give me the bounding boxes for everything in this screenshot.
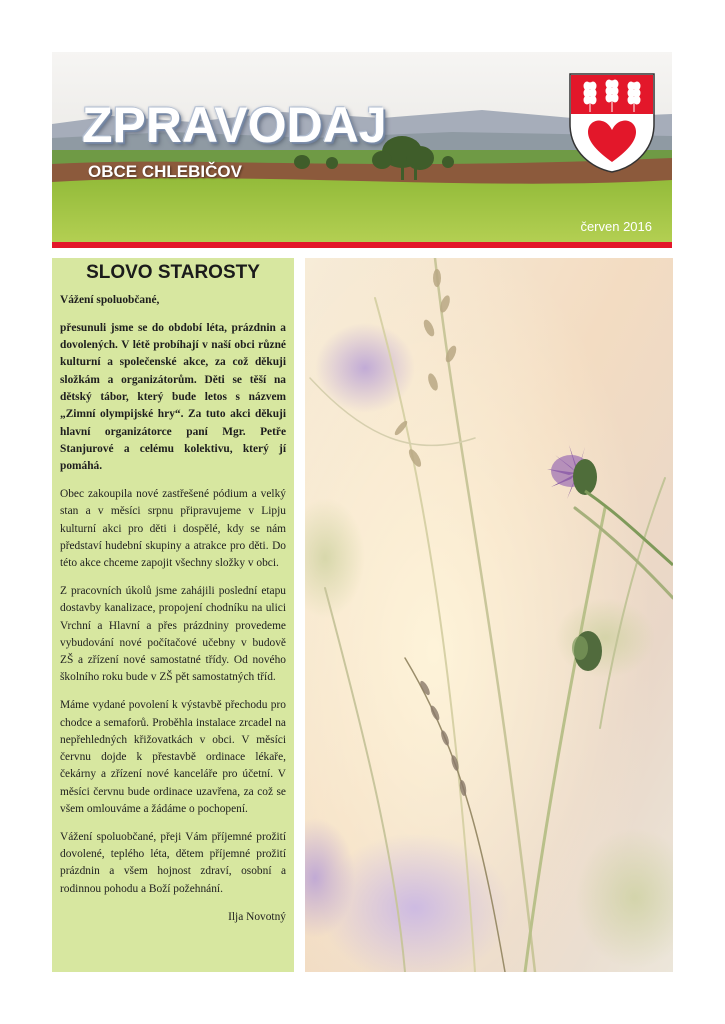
coat-of-arms-icon <box>568 72 656 174</box>
intro-paragraph: přesunuli jsme se do období léta, prázdnin a dovolených. V létě probíhají v naší obci různé kulturní a společenské akce, za což děkuji složkám a organizátorům. Děti se těší na dětský tábor, který bude letos s názvem „Zimní olympijské hry“. Za tuto akci děkuji hlavní organizátorce paní Mgr. Petře Stanjurové a celému kolektivu, který jí pomáhá. <box>60 321 286 473</box>
newsletter-title: ZPRAVODAJ <box>82 97 387 153</box>
greeting: Vážení spoluobčané, <box>60 294 160 306</box>
column-text <box>60 292 286 926</box>
newsletter-subtitle: OBCE CHLEBIČOV <box>88 162 242 181</box>
column-heading: SLOVO STAROSTY <box>86 262 260 283</box>
issue-date: červen 2016 <box>580 219 652 234</box>
mayor-column <box>52 258 294 972</box>
paragraph: Obec zakoupila nové zastřešené pódium a velký stan a v měsíci srpnu připravujeme v Lipju kulturní akci pro děti i dospělé, kdy se nám představí hudební skupiny a atrakce pro děti. Do této akce chceme zapojit všechny složky v obci. <box>60 487 286 570</box>
signature: Ilja Novotný <box>228 910 286 923</box>
meadow-flowers-photo <box>305 258 673 972</box>
paragraph: Vážení spoluobčané, přeji Vám příjemné prožití dovolené, teplého léta, dětem příjemné prožití prázdnin a všem hojnost zdraví, osobní a rodinnou pohodu a Boží požehnání. <box>60 830 286 895</box>
header-accent-bar <box>52 242 672 248</box>
paragraph: Máme vydané povolení k výstavbě přechodu pro chodce a semaforů. Proběhla instalace zrcadel na nepřehledných křižovatkách v obci. V měsíci červnu dojde k přestavbě ordinace lékaře, čekárny a zřízení nové kanceláře pro účetní. V měsíci červnu bude ordinace uzavřena, za což se všem omlouváme a žádáme o pochopení. <box>60 699 286 816</box>
paragraph: Z pracovních úkolů jsme zahájili poslední etapu dostavby kanalizace, propojení chodníku na ulici Vrchní a Hlavní a přes prázdniny provedeme vybudování nové počítačové učebny v budově ZŠ a zřízení nové samostatné třídy. Od nového školního roku bude v ZŠ pět samostatných tříd. <box>60 584 286 684</box>
header-banner <box>52 52 672 242</box>
